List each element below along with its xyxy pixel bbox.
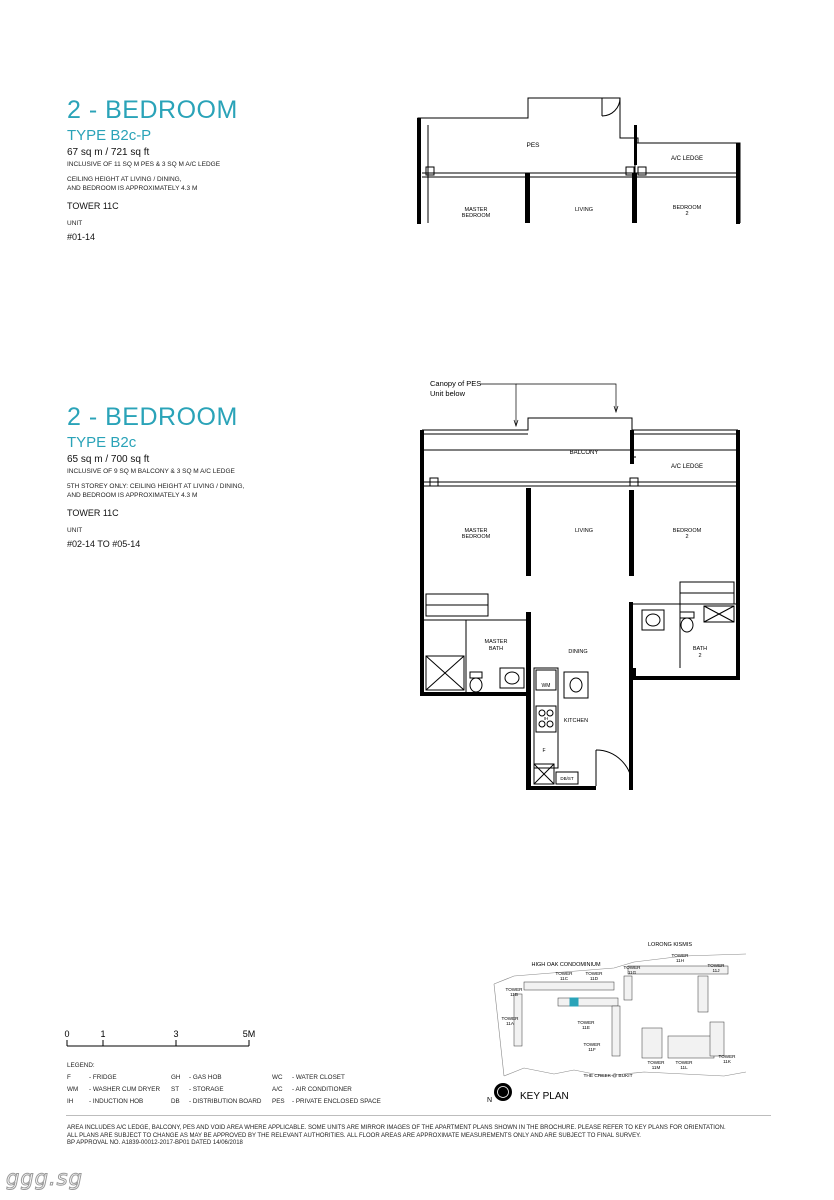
north-arrow-icon bbox=[494, 1083, 512, 1101]
legend-code: ST bbox=[171, 1086, 180, 1093]
keyplan-title: KEY PLAN bbox=[520, 1091, 569, 1102]
plan2-info bbox=[67, 403, 387, 549]
plan2-label-bedroom2-1: BEDROOM bbox=[672, 528, 702, 534]
plan1-title: 2 - BEDROOM bbox=[67, 96, 238, 124]
plan2-label-bedroom2-2: 2 bbox=[685, 534, 689, 540]
legend-item bbox=[272, 1074, 345, 1081]
plan2-label-ih: IH bbox=[543, 716, 549, 721]
plan2-type: TYPE B2c bbox=[67, 434, 137, 451]
legend-desc: - DISTRIBUTION BOARD bbox=[189, 1098, 262, 1105]
plan2-label-master-bath-1: MASTER bbox=[484, 639, 508, 645]
plan1-ceiling-note-2: AND BEDROOM IS APPROXIMATELY 4.3 M bbox=[67, 185, 198, 192]
legend-code: IH bbox=[67, 1098, 74, 1105]
legend-desc: - WATER CLOSET bbox=[292, 1074, 345, 1081]
legend-item bbox=[171, 1086, 224, 1093]
legend-desc: - FRIDGE bbox=[89, 1074, 117, 1081]
keyplan-tower-l2: 11E bbox=[582, 1025, 590, 1030]
keyplan-tower-l1: TOWER bbox=[623, 965, 641, 970]
keyplan-tower-l2: 11A bbox=[506, 1021, 514, 1026]
keyplan-tower-l2: 11F bbox=[588, 1047, 596, 1052]
legend-item bbox=[67, 1074, 117, 1081]
legend-code: PES bbox=[272, 1098, 285, 1105]
plan2-label-wm: WM bbox=[541, 683, 551, 689]
plan2-area-note: INCLUSIVE OF 9 SQ M BALCONY & 3 SQ M A/C LEDGE bbox=[67, 468, 235, 475]
plan2-canopy-label-2: Unit below bbox=[430, 389, 466, 398]
plan2-label-master-2: BEDROOM bbox=[461, 534, 491, 540]
keyplan-tower-l1: TOWER bbox=[647, 1060, 665, 1065]
plan2-label-f: F bbox=[542, 748, 546, 754]
keyplan-tower-l2: 11B bbox=[510, 992, 518, 997]
keyplan-tower-l2: 11D bbox=[589, 976, 599, 981]
legend-desc: - AIR CONDITIONER bbox=[292, 1086, 352, 1093]
plan1-label-master-1: MASTER bbox=[464, 207, 488, 213]
footer-divider bbox=[66, 1115, 771, 1116]
legend-desc: - WASHER CUM DRYER bbox=[89, 1086, 161, 1093]
keyplan-tower-l1: TOWER bbox=[718, 1054, 736, 1059]
plan1-label-living: LIVING bbox=[574, 207, 594, 213]
legend-item bbox=[67, 1098, 143, 1105]
plan2-floorplan bbox=[410, 372, 750, 792]
plan2-title: 2 - BEDROOM bbox=[67, 403, 238, 431]
keyplan-tower-l1: TOWER bbox=[583, 1042, 601, 1047]
plan2-label-dbst: DB/ST bbox=[560, 776, 574, 781]
plan1-ceiling-note-1: CEILING HEIGHT AT LIVING / DINING, bbox=[67, 176, 182, 183]
plan1-floorplan bbox=[410, 95, 750, 225]
plan2-area: 65 sq m / 700 sq ft bbox=[67, 454, 150, 465]
keyplan-highlight bbox=[570, 998, 578, 1006]
legend-item bbox=[171, 1098, 261, 1105]
scale-tick-1: 1 bbox=[100, 1029, 106, 1039]
legend-code: WC bbox=[272, 1074, 283, 1081]
plan1-area-note: INCLUSIVE OF 11 SQ M PES & 3 SQ M A/C LEDGE bbox=[67, 161, 221, 168]
watermark: ggg.sg bbox=[6, 1166, 83, 1190]
scale-bar bbox=[60, 1026, 270, 1052]
plan2-label-ac-ledge: A/C LEDGE bbox=[670, 464, 704, 470]
footer-notes bbox=[67, 1125, 772, 1148]
keyplan-tower-l2: 11M bbox=[651, 1065, 661, 1070]
legend bbox=[67, 1062, 397, 1112]
plan1-label-master-2: BEDROOM bbox=[461, 213, 491, 219]
plan2-label-master-1: MASTER bbox=[464, 528, 488, 534]
keyplan-neighbour: HIGH OAK CONDOMINIUM bbox=[531, 962, 601, 968]
keyplan-tower-l2: 11K bbox=[723, 1059, 731, 1064]
legend-item bbox=[171, 1074, 222, 1081]
keyplan-road: LORONG KISMIS bbox=[647, 942, 693, 948]
legend-item bbox=[272, 1098, 381, 1105]
keyplan-tower-l2: 11G bbox=[627, 970, 637, 975]
plan2-label-bath2-1: BATH bbox=[692, 646, 708, 652]
plan1-area: 67 sq m / 721 sq ft bbox=[67, 147, 150, 158]
plan1-label-ac-ledge: A/C LEDGE bbox=[670, 156, 704, 162]
plan2-label-balcony: BALCONY bbox=[569, 450, 599, 456]
scale-tick-3: 3 bbox=[173, 1029, 179, 1039]
legend-item bbox=[272, 1086, 352, 1093]
keyplan-tower-l1: TOWER bbox=[501, 1016, 519, 1021]
legend-code: WM bbox=[67, 1086, 79, 1093]
plan2-unit: #02-14 TO #05-14 bbox=[67, 539, 141, 549]
plan2-ceiling-note-2: AND BEDROOM IS APPROXIMATELY 4.3 M bbox=[67, 492, 198, 499]
plan2-tower: TOWER 11C bbox=[67, 508, 119, 518]
legend-code: DB bbox=[171, 1098, 180, 1105]
plan2-label-living: LIVING bbox=[574, 528, 594, 534]
keyplan-tower-l1: TOWER bbox=[707, 963, 725, 968]
key-plan bbox=[484, 936, 754, 1114]
plan2-label-master-bath-2: BATH bbox=[488, 646, 504, 652]
keyplan-tower-l1: TOWER bbox=[671, 953, 689, 958]
keyplan-north: N bbox=[487, 1097, 493, 1104]
keyplan-tower-l2: 11H bbox=[675, 958, 685, 963]
keyplan-tower-l2: 11J bbox=[712, 968, 720, 973]
legend-code: A/C bbox=[272, 1086, 283, 1093]
keyplan-tower-l2: 11C bbox=[559, 976, 569, 981]
plan2-label-dining: DINING bbox=[568, 649, 588, 655]
keyplan-tower-l1: TOWER bbox=[555, 971, 573, 976]
plan2-label-bath2-2: 2 bbox=[698, 653, 702, 659]
keyplan-tower-l1: TOWER bbox=[505, 987, 523, 992]
plan1-unit: #01-14 bbox=[67, 232, 96, 242]
footer-line-2: ALL PLANS ARE SUBJECT TO CHANGE AS MAY BE APPROVED BY THE RELEVANT AUTHORITIES. ALL FLOOR AREAS ARE APPROXIMATE MEASUREMENTS ONLY AND ARE SUBJECT TO FINAL SURVEY. bbox=[67, 1132, 641, 1139]
legend-code: GH bbox=[171, 1074, 181, 1081]
footer-line-3: BP APPROVAL NO. A1839-00012-2017-BP01 DATED 14/06/2018 bbox=[67, 1140, 243, 1146]
plan1-label-pes: PES bbox=[526, 142, 540, 149]
plan1-info bbox=[67, 96, 387, 242]
legend-item bbox=[67, 1086, 160, 1093]
keyplan-tower-l1: TOWER bbox=[675, 1060, 693, 1065]
plan1-label-bedroom2-1: BEDROOM bbox=[672, 205, 702, 211]
legend-code: F bbox=[67, 1074, 71, 1081]
scale-tick-0: 0 bbox=[64, 1029, 70, 1039]
footer-line-1: AREA INCLUDES A/C LEDGE, BALCONY, PES AND VOID AREA WHERE APPLICABLE. SOME UNITS ARE MIRROR IMAGES OF THE APARTMENT PLANS SHOWN IN THE BROCHURE. PLEASE REFER TO KEY PLANS FOR ORIENTATION. bbox=[67, 1125, 726, 1131]
keyplan-tower-l1: TOWER bbox=[577, 1020, 595, 1025]
plan1-tower: TOWER 11C bbox=[67, 201, 119, 211]
keyplan-creek: THE CREEK @ BUKIT bbox=[583, 1074, 633, 1079]
plan1-type: TYPE B2c-P bbox=[67, 127, 152, 144]
legend-desc: - PRIVATE ENCLOSED SPACE bbox=[292, 1098, 381, 1105]
plan1-label-bedroom2-2: 2 bbox=[685, 211, 689, 217]
plan1-unit-label: UNIT bbox=[67, 220, 83, 227]
plan2-label-kitchen: KITCHEN bbox=[563, 718, 589, 724]
legend-title: LEGEND: bbox=[67, 1062, 95, 1069]
keyplan-tower-l2: 11L bbox=[680, 1065, 688, 1070]
legend-desc: - GAS HOB bbox=[189, 1074, 222, 1081]
scale-tick-5: 5M bbox=[242, 1029, 256, 1039]
keyplan-tower-l1: TOWER bbox=[585, 971, 603, 976]
plan2-unit-label: UNIT bbox=[67, 527, 83, 534]
legend-desc: - STORAGE bbox=[189, 1086, 224, 1093]
plan2-ceiling-note-1: 5TH STOREY ONLY: CEILING HEIGHT AT LIVING / DINING, bbox=[67, 483, 245, 490]
legend-desc: - INDUCTION HOB bbox=[89, 1098, 144, 1105]
plan2-canopy-label-1: Canopy of PES bbox=[430, 379, 482, 388]
